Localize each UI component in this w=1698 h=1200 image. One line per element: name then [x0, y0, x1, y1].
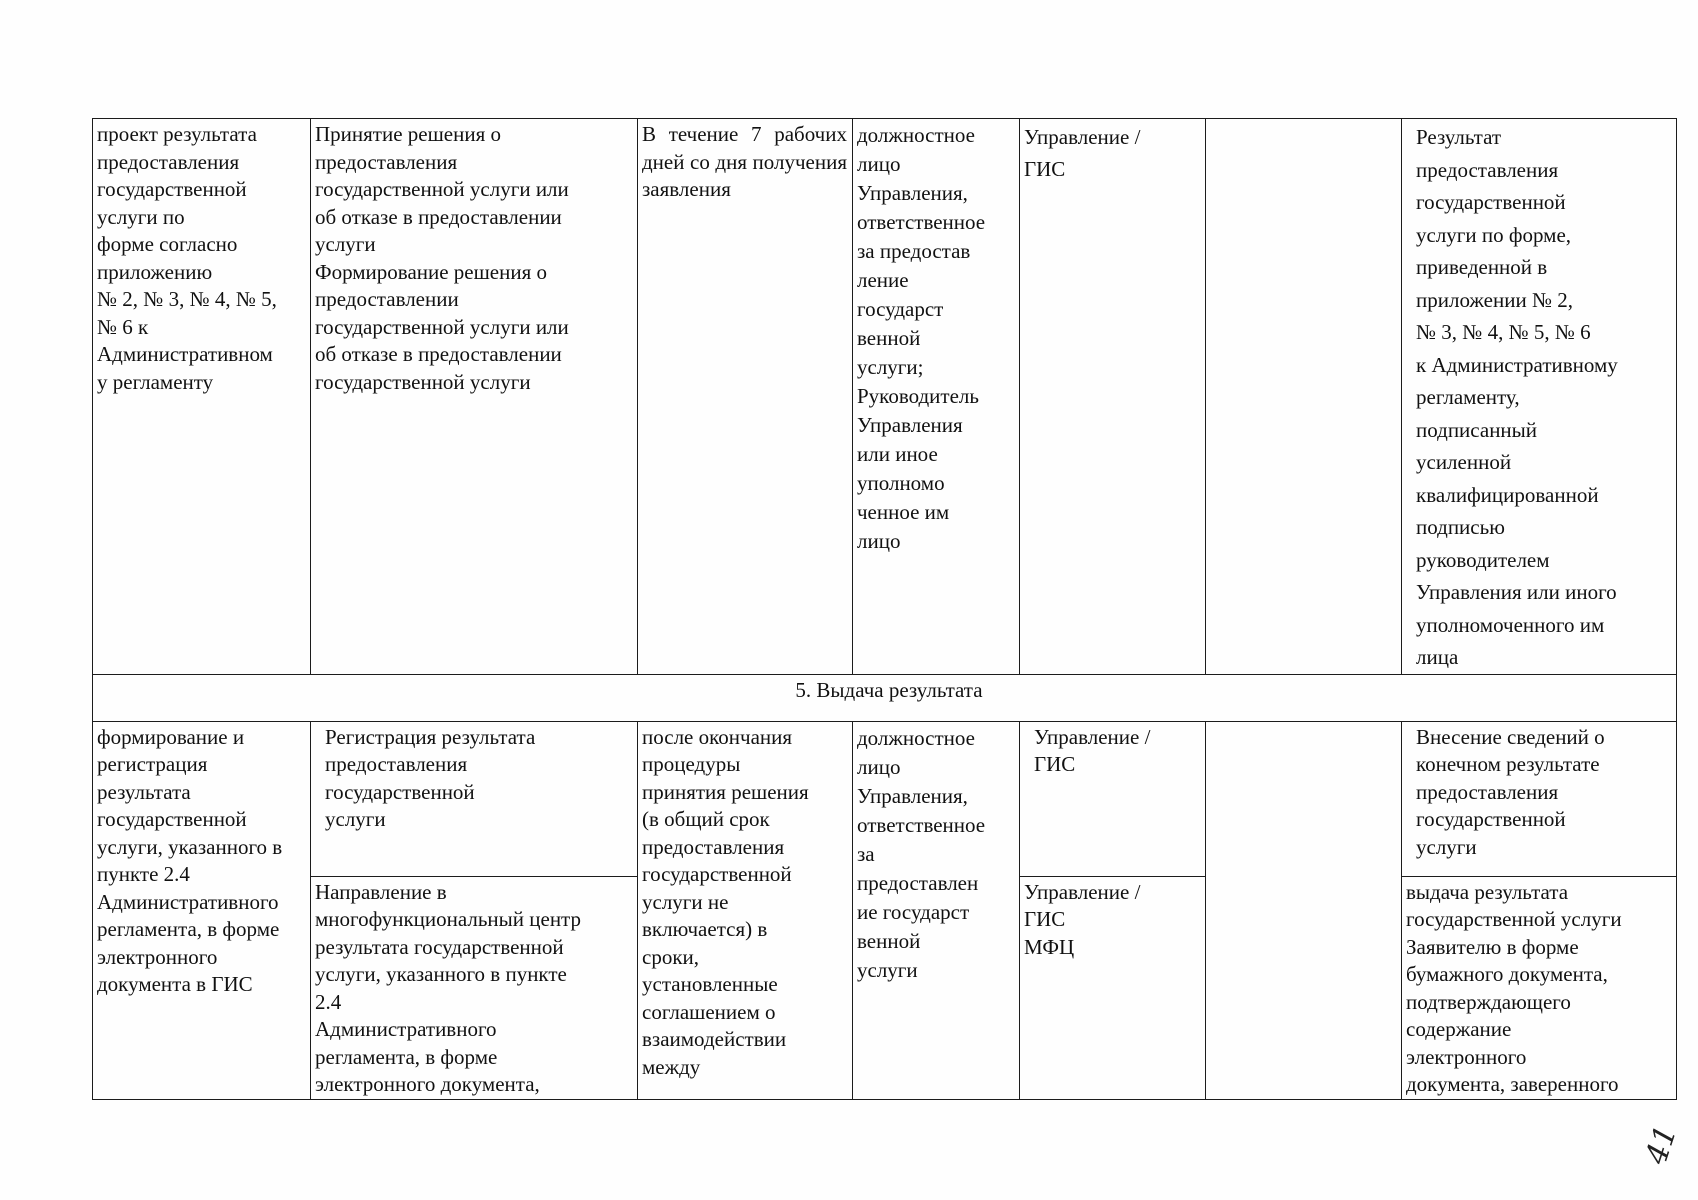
table-cell — [93, 721, 311, 1099]
section-header-row — [93, 674, 1677, 721]
table-cell — [311, 876, 638, 1099]
handwritten-page-number: 41 — [1638, 1121, 1685, 1169]
cell-text-deadline: В течение 7 рабочих дней со дня получения заявления — [642, 122, 847, 201]
cell-text-formation: формирование и регистрация результата государственной услуги, указанного в пункте 2.4 Административного регламента, в форме электронного документа в ГИС — [97, 724, 283, 996]
cell-text-location-mfc: Управление / ГИС МФЦ — [1024, 879, 1141, 959]
cell-text-mfc-direction: Направление в многофункциональный центр результата государственной услуги, указанного в пункте 2.4 Административного регламента, в форме электронного документа, — [315, 879, 581, 1096]
table-cell — [853, 721, 1020, 1099]
process-table — [92, 118, 1677, 1100]
section-title: 5. Выдача результата — [795, 677, 983, 702]
cell-text-result-draft: проект результата предоставления государственной услуги по форме согласно приложению № 2, № 3, № 4, № 5, № 6 к Административном у регламенту — [97, 122, 277, 394]
cell-text-location-2: Управление / ГИС — [1034, 724, 1151, 776]
cell-text-terms: после окончания процедуры принятия решения (в общий срок предоставления государственной услуги не включается) в сроки, установленные соглашением о взаимодействии между — [642, 724, 809, 1079]
table-cell — [311, 721, 638, 876]
table-row — [93, 119, 1677, 675]
cell-text-result: Результат предоставления государственной услуги по форме, приведенной в приложении № 2, № 3, № 4, № 5, № 6 к Административному регламенту, подписанный усиленной квалифицированной подписью руководителем Управления или иного уполномоченного им лица — [1416, 125, 1618, 669]
cell-text-responsible-2: должностное лицо Управления, ответственное за предоставлен ие государст венной услуги — [857, 725, 986, 982]
table-row — [93, 721, 1677, 876]
cell-text-decision: Принятие решения о предоставления государственной услуги или об отказе в предоставлении услуги Формирование решения о предоставлении государственной услуги или об отказе в предоставлении государственной услуги — [315, 122, 569, 394]
table-cell — [93, 119, 311, 675]
table-cell — [1020, 876, 1206, 1099]
table-cell — [311, 119, 638, 675]
table-cell — [1020, 119, 1206, 675]
cell-text-issuance: выдача результата государственной услуги Заявителю в форме бумажного документа, подтверждающего содержание электронного документа, заверенного — [1406, 879, 1622, 1096]
table-cell — [1402, 876, 1677, 1099]
section-header-cell — [93, 674, 1677, 721]
table-cell — [1020, 721, 1206, 876]
table-cell-empty — [1206, 119, 1402, 675]
table-cell — [638, 119, 853, 675]
cell-text-location: Управление / ГИС — [1024, 125, 1141, 181]
table-cell — [853, 119, 1020, 675]
cell-text-registration: Регистрация результата предоставления государственной услуги — [325, 724, 536, 831]
table-cell — [638, 721, 853, 1099]
table-cell — [1402, 119, 1677, 675]
table-cell — [1402, 721, 1677, 876]
table-cell-empty — [1206, 721, 1402, 1099]
cell-text-info-entry: Внесение сведений о конечном результате предоставления государственной услуги — [1416, 724, 1605, 859]
cell-text-responsible: должностное лицо Управления, ответственное за предостав ление государст венной услуги; Руководитель Управления или иное уполномо ченное им лицо — [857, 123, 986, 553]
